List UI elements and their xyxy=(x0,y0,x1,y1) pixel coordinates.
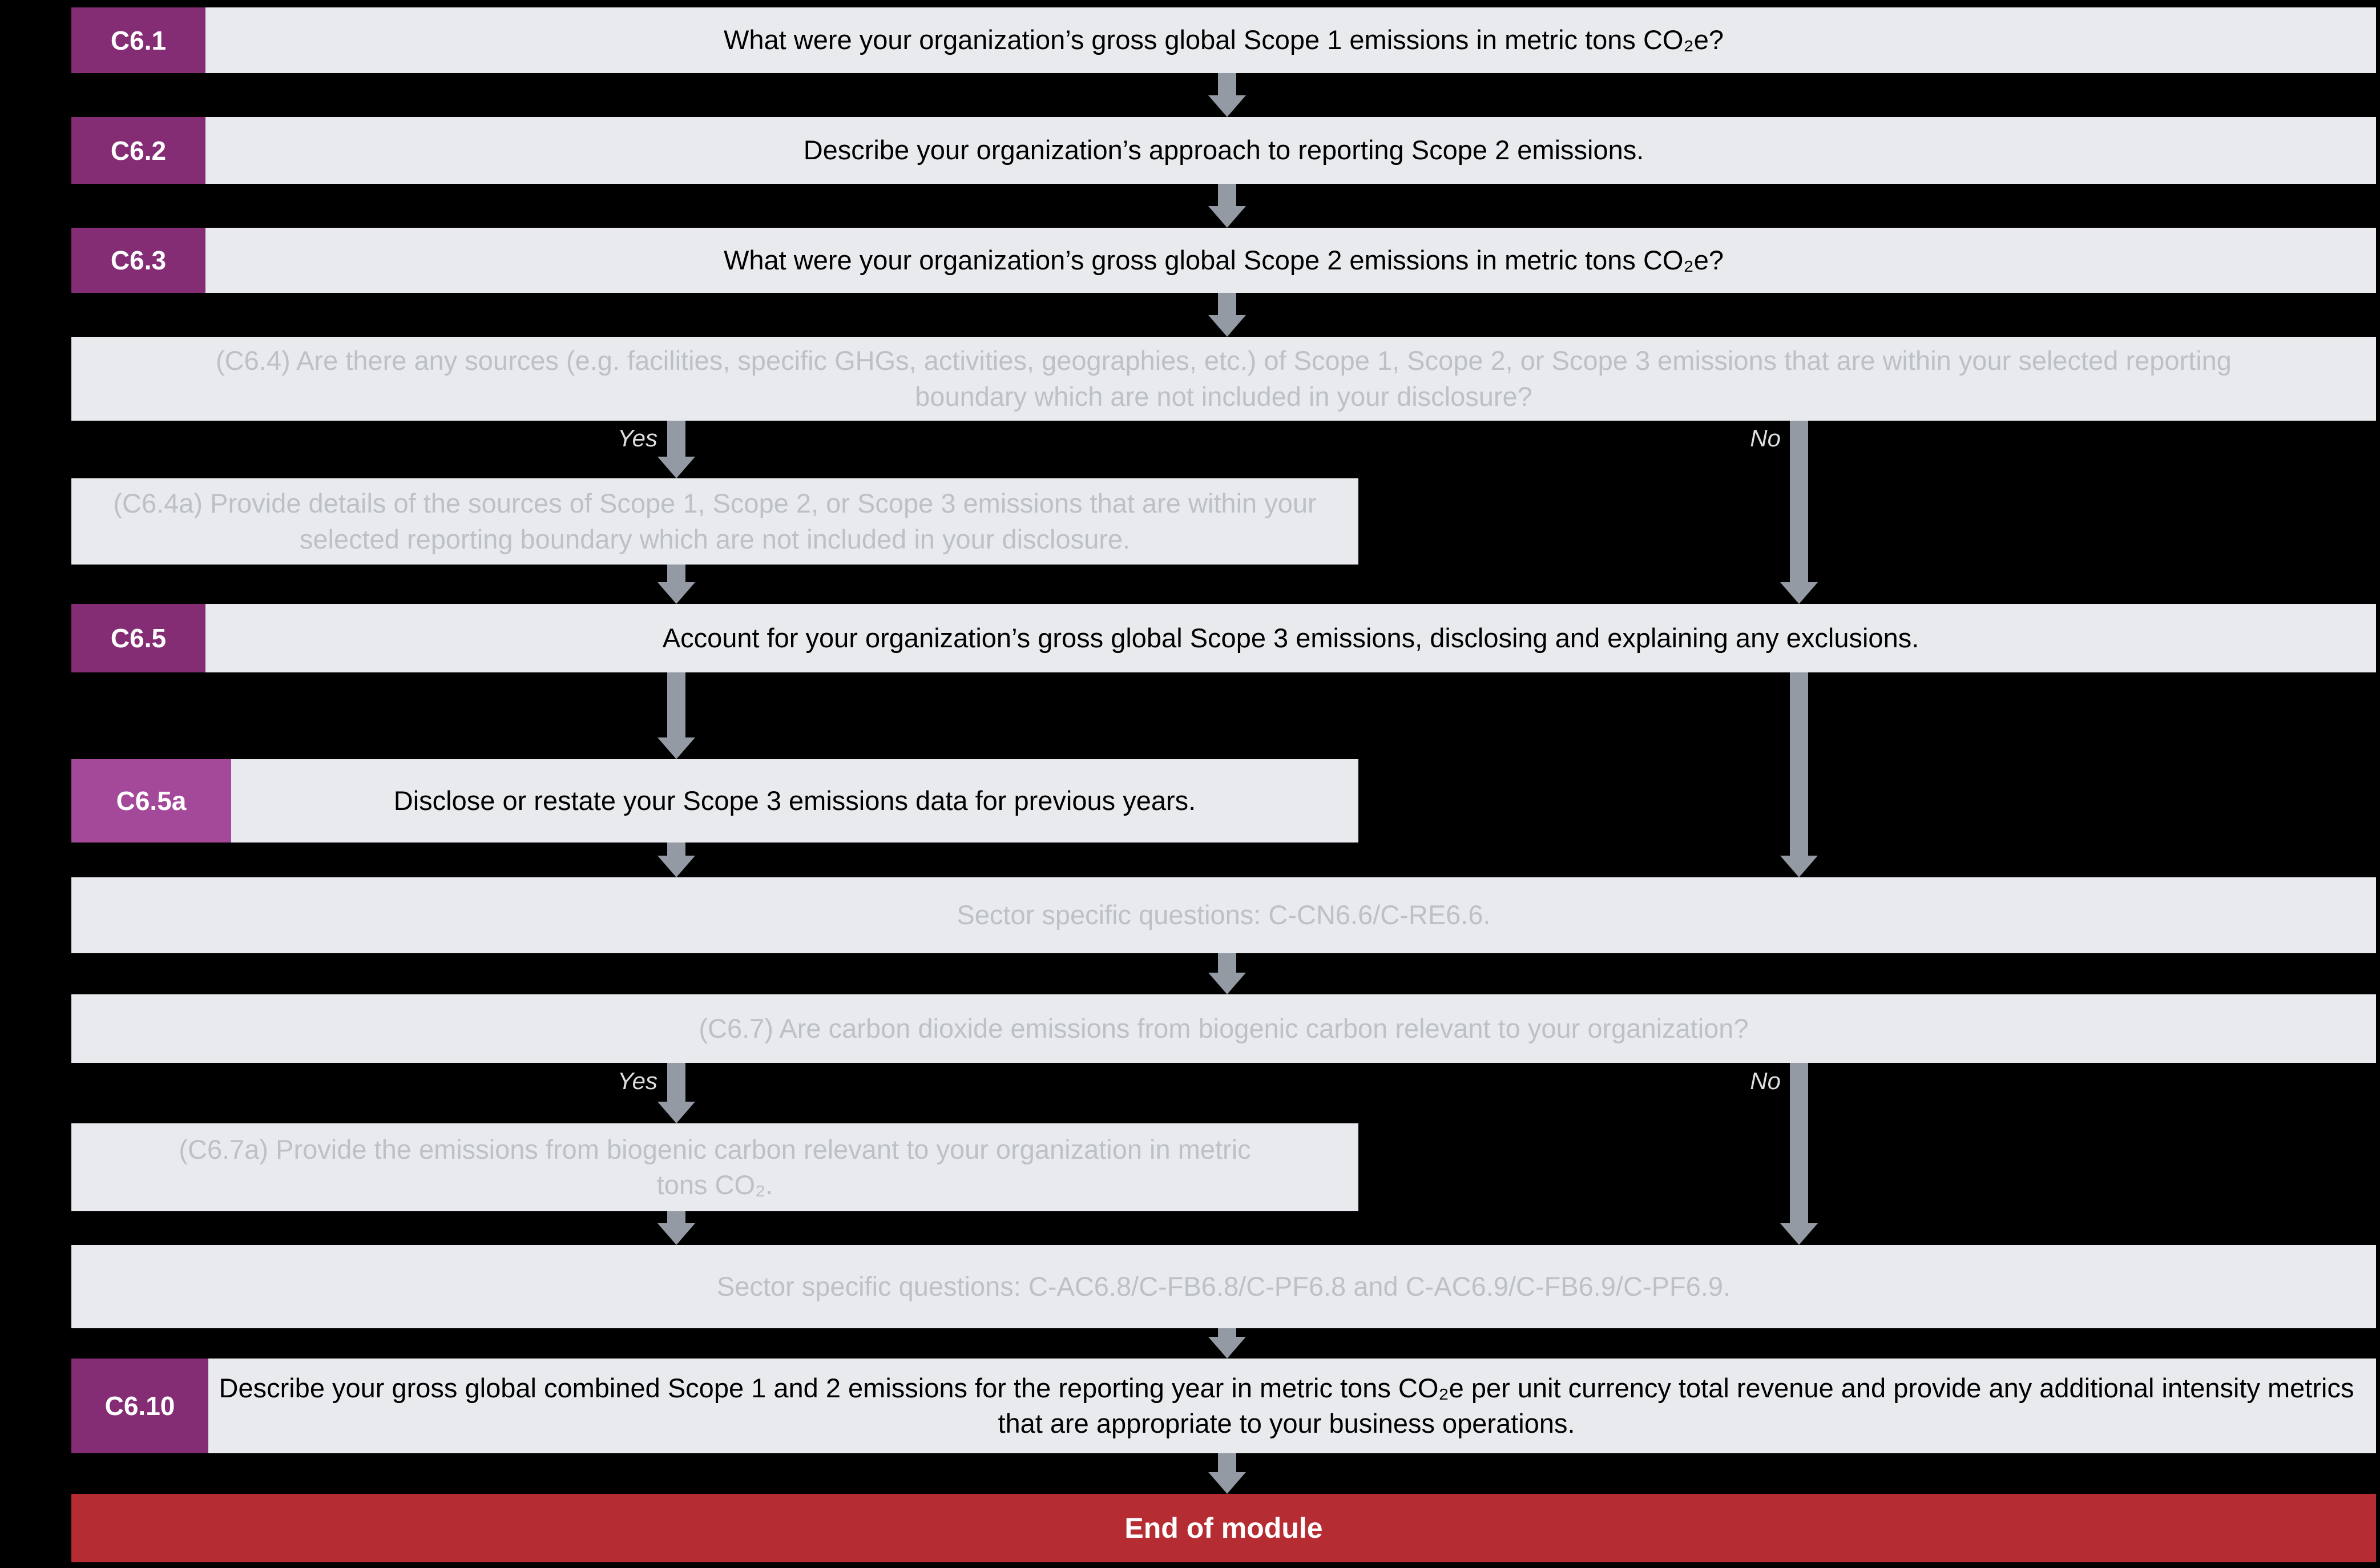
arrow-c6-1-to-c6-2 xyxy=(1208,73,1246,117)
question-text-c6-5a: Disclose or restate your Scope 3 emissions data for previous years. xyxy=(393,785,1196,816)
question-text-c6-3: What were your organization’s gross global Scope 2 emissions in metric tons CO₂e? xyxy=(724,244,1724,275)
end-of-module-label: End of module xyxy=(1124,1512,1323,1544)
row-c6-2 xyxy=(71,117,2376,184)
sector-text-1: Sector specific questions: C-CN6.6/C-RE6.6. xyxy=(957,900,1491,930)
row-c6-1 xyxy=(71,7,2376,73)
arrow-c6-4a-to-c6-5 xyxy=(657,565,695,604)
question-text-c6-4a: (C6.4a) Provide details of the sources of Scope 1, Scope 2, or Scope 3 emissions that are within your selected reporting boundary which are not included in your disclosure. xyxy=(113,488,1317,554)
arrow-c6-5-to-c6-5a xyxy=(657,672,695,759)
arrow-sector-2-to-c6-10 xyxy=(1208,1328,1246,1359)
branch-label-yes-c6-4: Yes xyxy=(617,425,657,452)
sector-text-2: Sector specific questions: C-AC6.8/C-FB6.8/C-PF6.8 and C-AC6.9/C-FB6.9/C-PF6.9. xyxy=(716,1271,1731,1301)
end-of-module-bar xyxy=(71,1494,2376,1562)
arrow-c6-4-yes-to-c6-4a xyxy=(657,421,695,478)
badge-c6-10: C6.10 xyxy=(71,1359,208,1453)
row-c6-4a xyxy=(71,478,1358,565)
row-sector-1 xyxy=(71,877,2376,953)
badge-c6-5a: C6.5a xyxy=(71,759,231,843)
arrow-c6-5-to-sector-1 xyxy=(1780,672,1818,877)
row-c6-4 xyxy=(71,337,2376,421)
arrow-c6-3-to-c6-4 xyxy=(1208,293,1246,337)
question-text-c6-1: What were your organization’s gross global Scope 1 emissions in metric tons CO₂e? xyxy=(724,25,1724,55)
question-text-c6-10: Describe your gross global combined Scope 1 and 2 emissions for the reporting year in metric tons CO₂e per unit currency total revenue and provide any additional intensity metrics that are appropriate to your business operations. xyxy=(219,1372,2354,1438)
arrow-c6-2-to-c6-3 xyxy=(1208,184,1246,228)
arrow-sector-1-to-c6-7 xyxy=(1208,953,1246,994)
arrow-c6-7a-to-sector-2 xyxy=(657,1211,695,1245)
row-c6-3 xyxy=(71,228,2376,293)
arrow-c6-7-yes-to-c6-7a xyxy=(657,1063,695,1123)
branch-label-no-c6-7: No xyxy=(1750,1067,1781,1094)
row-c6-10 xyxy=(71,1359,2376,1453)
badge-c6-1: C6.1 xyxy=(71,7,205,73)
badge-c6-3: C6.3 xyxy=(71,228,205,293)
row-c6-5a xyxy=(71,759,1358,843)
row-c6-5 xyxy=(71,604,2376,672)
question-text-c6-4: (C6.4) Are there any sources (e.g. facilities, specific GHGs, activities, geographies, etc.) of Scope 1, Scope 2, or Scope 3 emissions that are within your selected reporting boundary which are not included in your disclosure? xyxy=(216,345,2232,412)
question-text-c6-2: Describe your organization’s approach to reporting Scope 2 emissions. xyxy=(803,135,1644,166)
arrow-c6-7-no-to-sector-2 xyxy=(1780,1063,1818,1245)
row-c6-7a xyxy=(71,1123,1358,1211)
question-text-c6-5: Account for your organization’s gross global Scope 3 emissions, disclosing and explaining any exclusions. xyxy=(662,622,1919,653)
row-c6-7 xyxy=(71,994,2376,1063)
arrow-c6-5a-to-sector-1 xyxy=(657,843,695,877)
question-text-c6-7a: (C6.7a) Provide the emissions from biogenic carbon relevant to your organization in metric tons CO₂. xyxy=(179,1134,1251,1200)
branch-label-yes-c6-7: Yes xyxy=(617,1067,657,1094)
row-sector-2 xyxy=(71,1245,2376,1328)
badge-c6-5: C6.5 xyxy=(71,604,205,672)
branch-label-no-c6-4: No xyxy=(1750,425,1781,452)
badge-c6-2: C6.2 xyxy=(71,117,205,184)
arrow-c6-10-to-end xyxy=(1208,1453,1246,1494)
arrow-c6-4-no-to-c6-5 xyxy=(1780,421,1818,604)
question-text-c6-7: (C6.7) Are carbon dioxide emissions from biogenic carbon relevant to your organization? xyxy=(699,1013,1749,1043)
